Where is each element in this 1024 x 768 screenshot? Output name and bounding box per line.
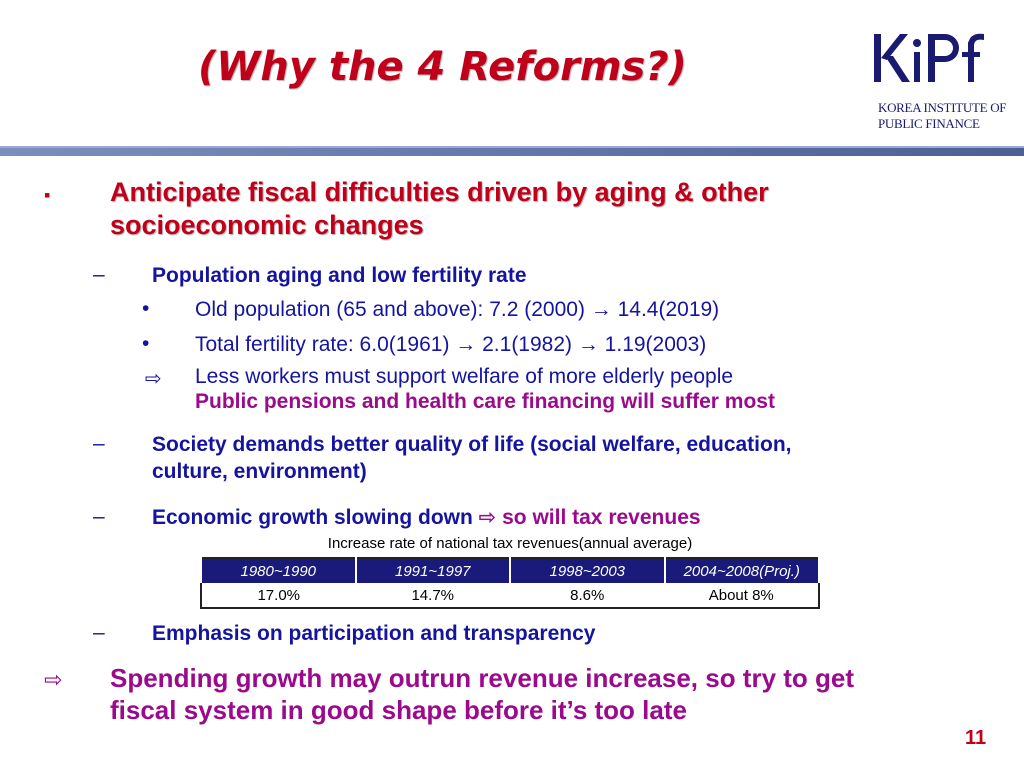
conclusion-point [110, 662, 990, 726]
old-population-item: Old population (65 and above): 7.2 (2000) → 14.4(2019) [195, 298, 720, 321]
table-cell: About 8% [665, 583, 820, 608]
dash-bullet: – [93, 505, 105, 528]
dash-bullet: – [93, 263, 105, 286]
table-header-cell: 1998~2003 [510, 558, 665, 583]
table-cell: 17.0% [201, 583, 356, 608]
table-cell: 8.6% [510, 583, 665, 608]
logo-text-line2: PUBLIC FINANCE [878, 116, 980, 131]
right-arrow-icon: ⇨ [44, 667, 63, 692]
slide-title: (Why the 4 Reforms?) [198, 44, 687, 90]
fertility-rate-item: Total fertility rate: 6.0(1961) → 2.1(1982) → 1.19(2003) [195, 333, 707, 356]
growth-text: Economic growth slowing down [152, 506, 473, 529]
dash-bullet: – [93, 621, 105, 644]
table-header-cell: 1991~1997 [356, 558, 511, 583]
dot-bullet: • [142, 297, 150, 320]
quality-of-life-line2: culture, environment) [152, 460, 367, 483]
subpoint-aging: Population aging and low fertility rate [152, 264, 527, 287]
tax-revenue-table [200, 557, 820, 609]
dot-bullet: • [142, 332, 150, 355]
main-point [110, 176, 990, 242]
right-arrow-icon: ⇨ [478, 506, 497, 529]
table-header-row [201, 558, 819, 583]
aging-implication-line2: Public pensions and health care financing will suffer most [195, 390, 775, 413]
aging-implication-line1: Less workers must support welfare of more elderly people [195, 365, 734, 388]
table-row [201, 583, 819, 608]
title-divider [0, 146, 1024, 156]
right-arrow-icon: ⇨ [145, 368, 162, 390]
page-number: 11 [965, 727, 987, 749]
main-point-line2: socioeconomic changes [110, 210, 424, 240]
tax-table-caption: Increase rate of national tax revenues(annual average) [327, 535, 693, 552]
logo-text-line1: KOREA INSTITUTE OF [878, 100, 1007, 115]
aging-implication [195, 364, 975, 414]
table-cell: 14.7% [356, 583, 511, 608]
subpoint-participation: Emphasis on participation and transparency [152, 622, 596, 645]
conclusion-line1: Spending growth may outrun revenue increase, so try to get [110, 663, 855, 693]
growth-highlight: so will tax revenues [502, 506, 701, 529]
dash-bullet: – [93, 432, 105, 455]
main-point-line1: Anticipate fiscal difficulties driven by aging & other [110, 177, 769, 207]
subpoint-quality-of-life [152, 431, 972, 485]
square-bullet-icon: ▪ [44, 185, 51, 205]
kipf-logo-mark [860, 28, 1010, 98]
subpoint-growth [152, 504, 972, 531]
quality-of-life-line1: Society demands better quality of life (social welfare, education, [152, 433, 792, 456]
kipf-logo [860, 28, 1010, 138]
table-header-cell: 2004~2008(Proj.) [665, 558, 820, 583]
conclusion-line2: fiscal system in good shape before it’s too late [110, 695, 687, 725]
table-header-cell: 1980~1990 [201, 558, 356, 583]
